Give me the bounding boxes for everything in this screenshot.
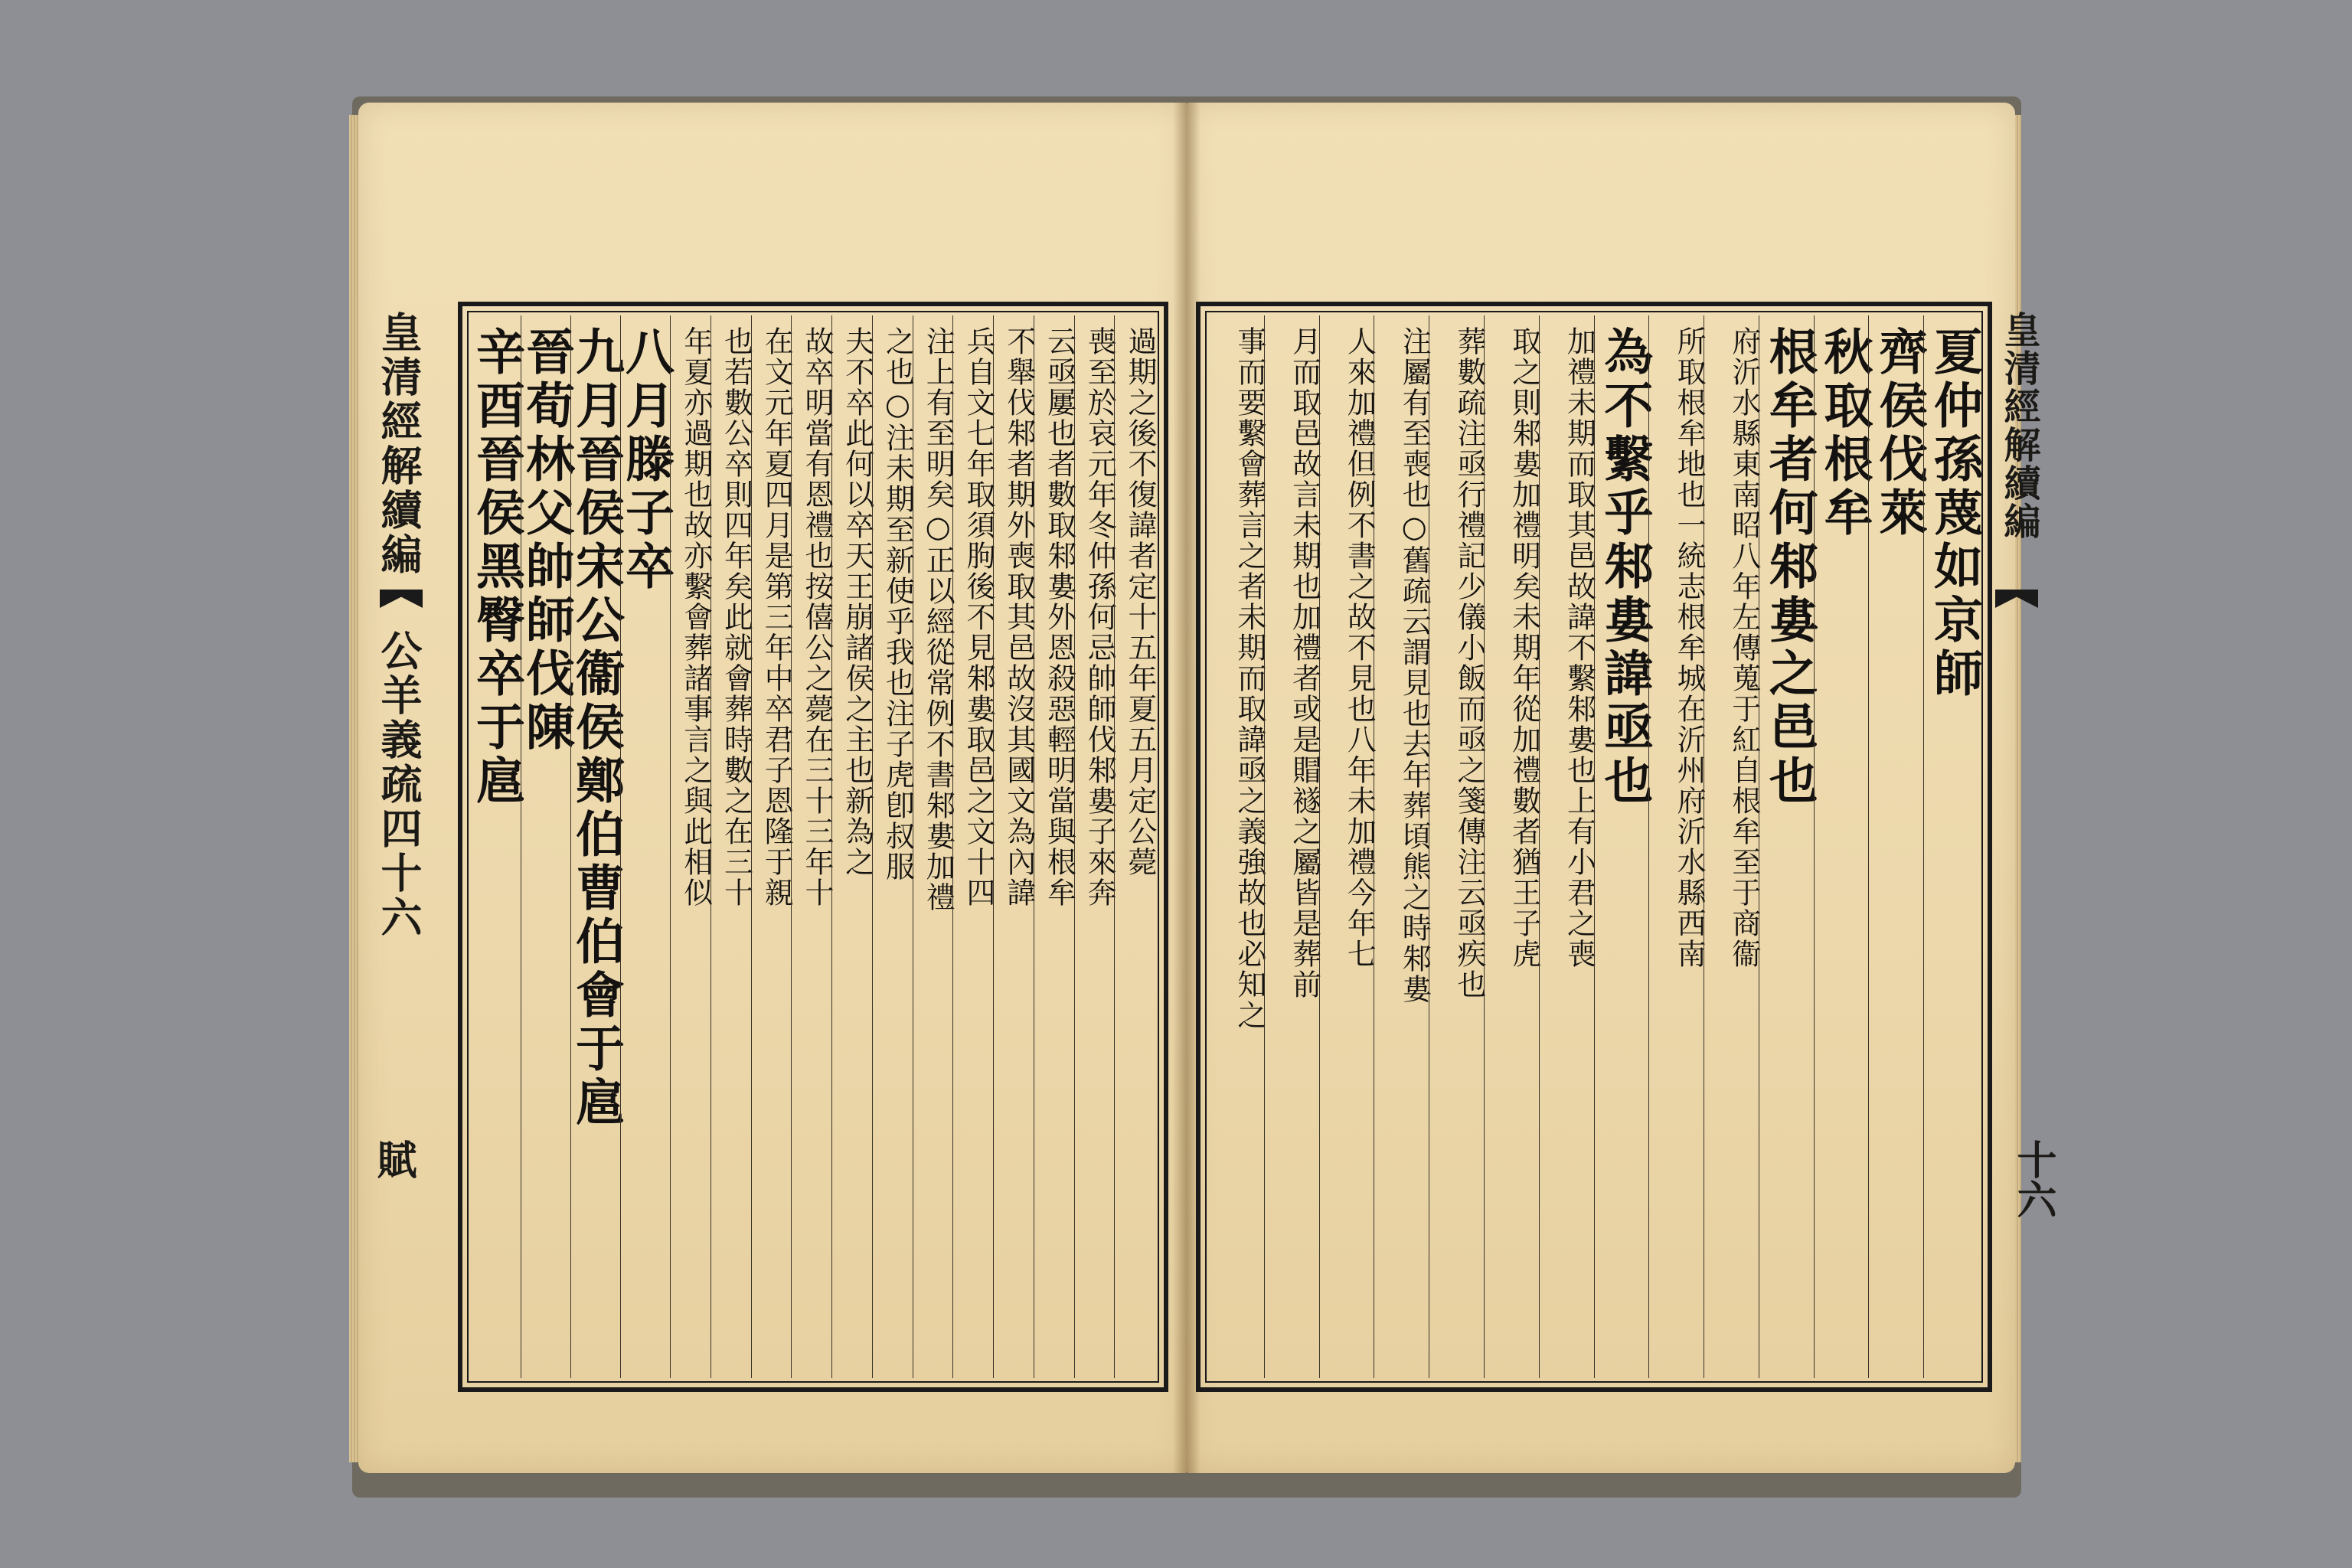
right-column-5: 所取根牟地也一統志根牟城在沂州府沂水縣西南	[1648, 315, 1704, 1378]
left-column-1: 喪至於哀元年冬仲孫何忌帥師伐邾婁子來奔	[1074, 315, 1115, 1378]
left-column-13: 九月晉侯宋公衞侯鄭伯曹伯會于扈	[570, 315, 620, 1378]
right-column-2: 秋取根牟	[1814, 315, 1869, 1378]
left-column-10: 也若數公卒則四年矣此就會葬時數之在三十	[710, 315, 751, 1378]
right-column-10: 注屬有至喪也○舊疏云謂見也去年葬頃熊之時邾婁	[1374, 315, 1429, 1378]
right-columns	[1210, 315, 1983, 1378]
left-column-9: 在文元年夏四月是第三年中卒君子恩隆于親	[751, 315, 792, 1378]
right-column-8: 取之則邾婁加禮明矣未期年從加禮數者猶王子虎	[1484, 315, 1539, 1378]
right-folio: 十六	[2010, 1139, 2056, 1219]
right-column-0: 夏仲孫蔑如京師	[1923, 315, 1978, 1378]
left-column-2: 云亟屢也者數取邾婁外恩殺惡輕明當與根牟	[1034, 315, 1074, 1378]
left-columns	[468, 315, 1157, 1378]
left-column-12: 八月滕子卒	[620, 315, 670, 1378]
right-text-frame	[1196, 302, 1992, 1392]
left-column-5: 注上有至明矣○正以經從常例不書邾婁加禮	[913, 315, 953, 1378]
right-margin-title: 皇清經解續編	[1998, 311, 2040, 541]
right-column-6: 為不繫乎邾婁諱亟也	[1594, 315, 1649, 1378]
left-column-14: 晉荀林父帥師伐陳	[521, 315, 570, 1378]
right-column-9: 葬數疏注亟行禮記少儀小飯而亟之箋傳注云亟疾也	[1429, 315, 1484, 1378]
left-column-15: 辛酉晉侯黑臀卒于扈	[468, 326, 525, 808]
right-column-3: 根牟者何邾婁之邑也	[1759, 315, 1814, 1378]
left-column-7: 夫不卒此何以卒天王崩諸侯之主也新為之	[831, 315, 872, 1378]
left-folio: 賦	[370, 1139, 416, 1179]
right-column-4: 府沂水縣東南昭八年左傳蒐于紅自根牟至于商衞	[1704, 315, 1759, 1378]
left-column-11: 年夏亦過期也故亦繫會葬諸事言之與此相似	[670, 315, 710, 1378]
right-column-13: 事而要繫會葬言之者未期而取諱亟之義強故也必知之	[1232, 326, 1266, 1031]
right-column-12: 月而取邑故言未期也加禮者或是賵襚之屬皆是葬前	[1264, 315, 1319, 1378]
right-column-1: 齊侯伐萊	[1868, 315, 1923, 1378]
left-column-0: 過期之後不復諱者定十五年夏五月定公薨	[1114, 315, 1155, 1378]
left-margin-title-text: 皇清經解續編	[374, 311, 423, 577]
left-column-8: 故卒明當有恩禮也按僖公之薨在三十三年十	[791, 315, 831, 1378]
left-margin-subtitle-text: 公羊義疏四十六	[374, 629, 423, 940]
left-margin-title	[360, 311, 429, 1383]
left-column-3: 不舉伐邾者期外喪取其邑故沒其國文為內諱	[993, 315, 1034, 1378]
left-column-4: 兵自文七年取須朐後不見邾婁取邑之文十四	[952, 315, 993, 1378]
left-column-6: 之也○注未期至新使乎我也注子虎卽叔服	[872, 315, 913, 1378]
left-text-frame	[458, 302, 1168, 1392]
right-column-7: 加禮未期而取其邑故諱不繫邾婁也上有小君之喪	[1539, 315, 1594, 1378]
right-column-11: 人來加禮但例不書之故不見也八年未加禮今年七	[1319, 315, 1374, 1378]
